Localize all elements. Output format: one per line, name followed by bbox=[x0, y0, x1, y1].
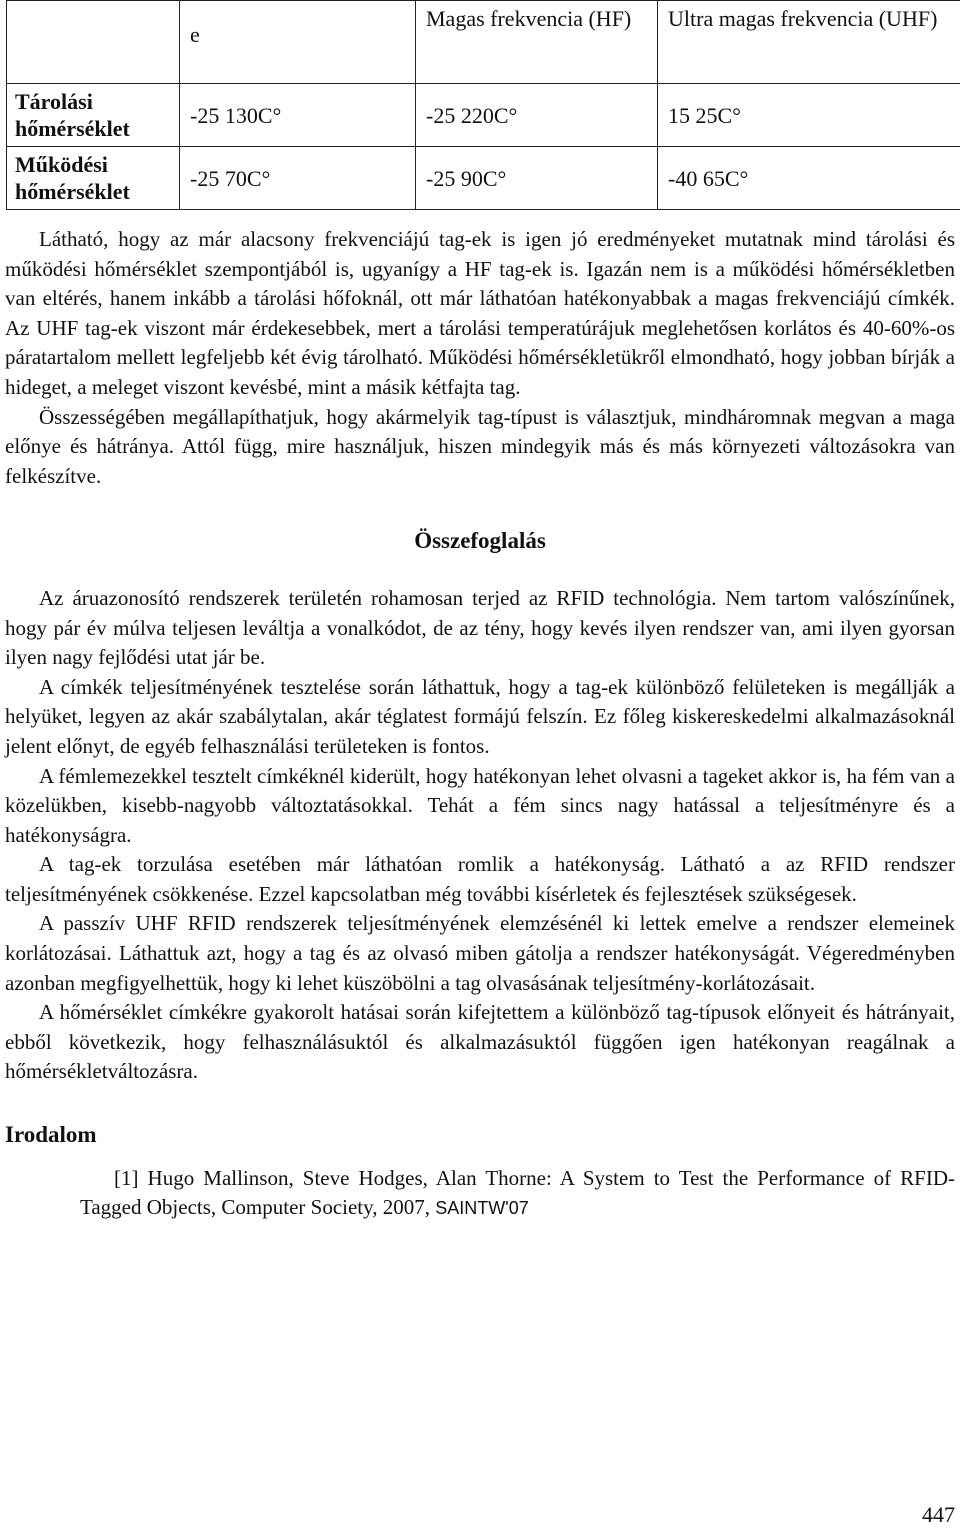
paragraph: Látható, hogy az már alacsony frekvenciájú tag-ek is igen jó eredményeket mutatnak mind tárolási és működési hőmérséklet szempontjából is, ugyanígy a HF tag-ek is. Igazán nem is a működési hőmérsékletben van eltérés, hanem inkább a tárolási hőfoknál, ott már láthatóan hatékonyabbak a magas frekvenciájú címkék. Az UHF tag-ek viszont már érdekesebbek, mert a tárolási temperatúrájuk meglehetősen korlátos és 40-60%-os páratartalom mellett legfeljebb két évig tárolható. Működési hőmérsékletükről elmondható, hogy jobban bírják a hideget, a meleget viszont kevésbé, mint a másik kétfajta tag. bbox=[5, 227, 955, 399]
table-cell: -25 70C° bbox=[180, 147, 416, 210]
table-row bbox=[7, 84, 960, 147]
reference-text: [1] Hugo Mallinson, Steve Hodges, Alan Thorne: A System to Test the Performance of RFID-Tagged Objects, Computer Society, 2007, bbox=[80, 1165, 955, 1220]
paragraph: Az áruazonosító rendszerek területén rohamosan terjed az RFID technológia. Nem tartom valószínűnek, hogy pár év múlva teljesen leváltja a vonalkódot, de az tény, hogy kevés ilyen rendszer van, ami ilyen gyorsan ilyen nagy fejlődési utat jár be. bbox=[5, 585, 955, 670]
page-body bbox=[5, 225, 955, 1224]
table-header-cell: e bbox=[180, 1, 416, 84]
table-cell: -25 90C° bbox=[416, 147, 658, 210]
table-cell: -25 220C° bbox=[416, 84, 658, 147]
table-cell: -40 65C° bbox=[658, 147, 960, 210]
table-cell: 15 25C° bbox=[658, 84, 960, 147]
reference-source: SAINTW'07 bbox=[435, 1198, 529, 1219]
table-header-cell: Ultra magas frekvencia (UHF) bbox=[658, 1, 960, 84]
paragraph: A fémlemezekkel tesztelt címkéknél kiderült, hogy hatékonyan lehet olvasni a tageket akkor is, ha fém van a közelükben, kisebb-nagyobb változtatásokkal. Tehát a fém sincs nagy hatással a teljesítményre és a hatékonyságra. bbox=[5, 763, 955, 847]
row-label: Tárolási hőmérséklet bbox=[7, 84, 180, 147]
temperature-table bbox=[6, 0, 960, 210]
table-cell: -25 130C° bbox=[180, 84, 416, 147]
table-header-cell: Magas frekvencia (HF) bbox=[416, 1, 658, 84]
table-header-corner bbox=[7, 1, 180, 84]
table-row bbox=[7, 147, 960, 210]
summary-heading: Összefoglalás bbox=[414, 528, 546, 554]
paragraph: A tag-ek torzulása esetében már láthatóan romlik a hatékonyság. Látható a az RFID rendszer teljesítményének csökkenése. Ezzel kapcsolatban még további kísérletek és fejlesztések szükségesek. bbox=[5, 852, 955, 906]
references-heading: Irodalom bbox=[5, 1122, 97, 1148]
paragraph: A címkék teljesítményének tesztelése során láthattuk, hogy a tag-ek különböző felületeken is megállják a helyüket, legyen az akár szabálytalan, akár téglatest formájú felszín. Ez főleg kiskereskedelmi alkalmazásoknál jelent előnyt, de egyéb felhasználási területeken is fontos. bbox=[5, 674, 955, 758]
reference-item bbox=[5, 1164, 955, 1224]
row-label: Működési hőmérséklet bbox=[7, 147, 180, 210]
page-number: 447 bbox=[922, 1502, 955, 1527]
paragraph: A hőmérséklet címkékre gyakorolt hatásai során kifejtettem a különböző tag-típusok előnyeit és hátrányait, ebből következik, hogy felhasználásuktól és alkalmazásuktól függően igen hatékonyan reagálnak a hőmérsékletváltozásra. bbox=[5, 1000, 955, 1084]
paragraph: Összességében megállapíthatjuk, hogy akármelyik tag-típust is választjuk, mindháromnak megvan a maga előnye és hátránya. Attól függ, mire használjuk, hiszen mindegyik más és más környezeti változásokra van felkészítve. bbox=[5, 404, 955, 488]
paragraph: A passzív UHF RFID rendszerek teljesítményének elemzésénél ki lettek emelve a rendszer elemeinek korlátozásai. Láthattuk azt, hogy a tag és az olvasó miben gátolja a rendszer hatékonyságát. Végeredményben azonban megfigyelhettük, hogy ki lehet küszöbölni a tag olvasásának teljesítmény-korlátozásait. bbox=[5, 911, 955, 995]
table-header-row bbox=[7, 1, 960, 84]
